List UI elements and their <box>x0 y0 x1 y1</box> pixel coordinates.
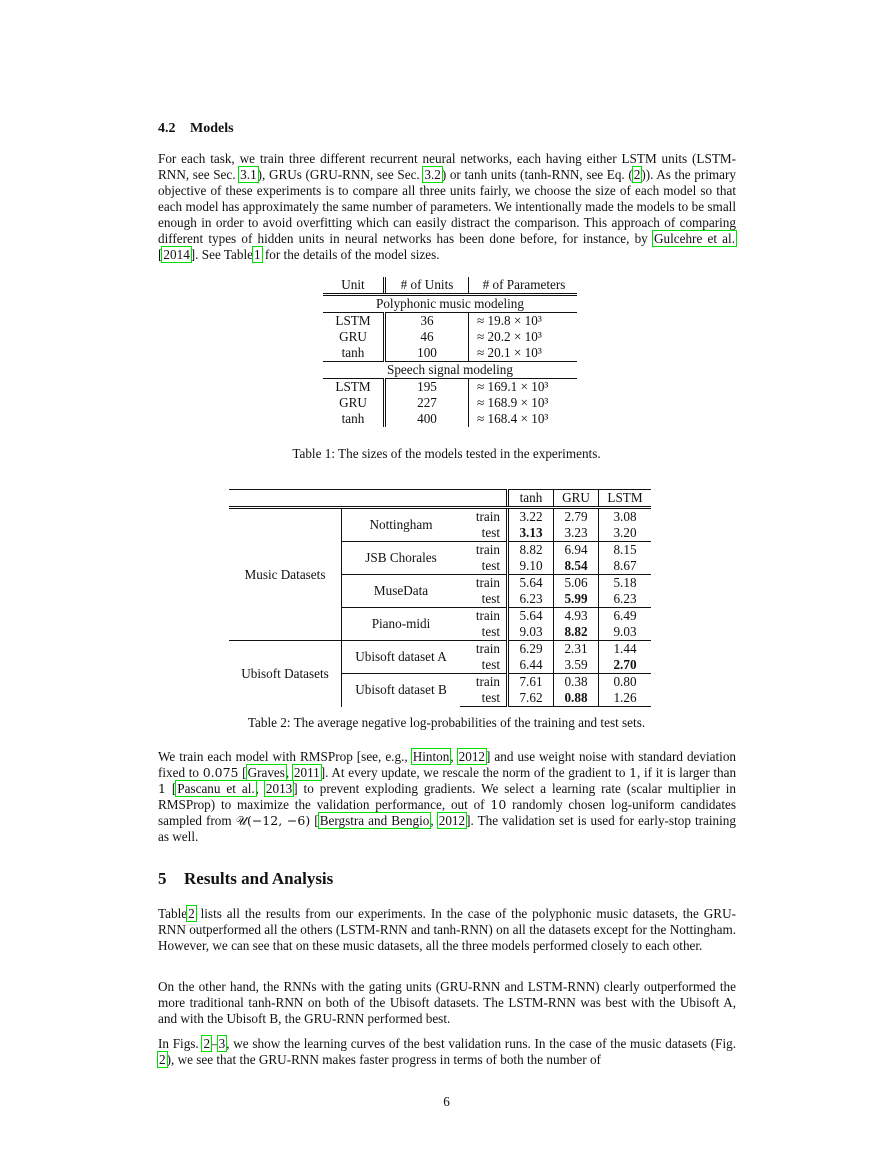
link-graves[interactable]: Graves <box>247 765 285 780</box>
table-cell: GRU <box>339 329 367 344</box>
table2-dataset: JSB Chorales <box>342 542 461 575</box>
table-cell: tanh <box>341 411 365 426</box>
link-pascanu[interactable]: Pascanu et al. <box>177 781 255 796</box>
link-fig-3[interactable]: 3 <box>218 1036 226 1051</box>
table-cell: 100 <box>385 345 469 362</box>
table2-header-tanh: tanh <box>508 490 554 508</box>
subsection-heading <box>158 121 234 137</box>
table2-dataset: MuseData <box>342 575 461 608</box>
link-bergstra[interactable]: Bergstra and Bengio <box>319 813 430 828</box>
paragraph-training: We train each model with RMSProp [see, e.g., Hinton, 2012] and use weight noise with standard deviation fixed to 0.075 [Graves, 2011]. At every update, we rescale the norm of the gradient to 1, if it is larger than 1 [Pascanu et al., 2013] to prevent exploding gradients. We select a learning rate (scalar multiplier in RMSProp) to maximize the validation performance, out of 10 randomly chosen log-uniform candidates sampled from 𝒰(−12, −6) [Bergstra and Bengio, 2012]. The validation set is used for early-stop training as well. <box>158 749 737 844</box>
table-model-sizes <box>323 277 577 427</box>
paragraph-gating: On the other hand, the RNNs with the gating units (GRU-RNN and LSTM-RNN) clearly outperformed the more traditional tanh-RNN on both of the Ubisoft datasets. The LSTM-RNN was best with the Ubisoft A, and with the Ubisoft B, the GRU-RNN performed best. <box>158 979 737 1026</box>
table2-header-lstm: LSTM <box>599 490 652 508</box>
section-number: 5 <box>158 869 167 888</box>
table-cell: 46 <box>385 329 469 345</box>
table1-header-params: # of Parameters <box>469 277 578 295</box>
link-sec-3-2[interactable]: 3.2 <box>424 167 441 182</box>
link-graves-year[interactable]: 2011 <box>293 765 320 780</box>
table-cell: 227 <box>385 395 469 411</box>
link-gulcehre[interactable]: Gulcehre et al. <box>653 231 735 246</box>
paragraph-models: For each task, we train three different recurrent neural networks, each having either LSTM units (LSTM-RNN, see Sec. 3.1), GRUs (GRU-RNN, see Sec. 3.2) or tanh units (tanh-RNN, see Eq. (2)). As the primary objective of these experiments is to compare all three units fairly, we choose the size of each model so that each model has approximately the same number of parameters. We intentionally made the models to be small enough in order to avoid overfitting which can easily distract the comparison. This approach of comparing different types of hidden units in neural networks has been done before, for instance, by Gulcehre et al. [2014]. See Table1 for the details of the model sizes. <box>158 151 737 262</box>
link-gulcehre-year[interactable]: 2014 <box>163 247 190 262</box>
table1-section-title: Polyphonic music modeling <box>323 295 577 313</box>
table2-dataset: Nottingham <box>342 508 461 542</box>
table-cell: ≈ 20.2 × 10³ <box>469 329 578 345</box>
page-number: 6 <box>443 1094 450 1109</box>
section-title: Results and Analysis <box>184 869 334 888</box>
table2-group-music: Music Datasets <box>244 566 326 582</box>
table2-caption: Table 2: The average negative log-probabilities of the training and test sets. <box>247 715 646 730</box>
table-cell: ≈ 20.1 × 10³ <box>469 345 578 362</box>
table1-section-title: Speech signal modeling <box>323 362 577 379</box>
link-fig-2b[interactable]: 2 <box>159 1052 166 1067</box>
link-bergstra-year[interactable]: 2012 <box>438 813 466 828</box>
table2-header-gru: GRU <box>554 490 599 508</box>
table2-dataset: Piano-midi <box>342 608 461 641</box>
paragraph-results: Table2 lists all the results from our experiments. In the case of the polyphonic music datasets, the GRU-RNN outperformed all the others (LSTM-RNN and tanh-RNN) on all the datasets except for the Nottingham. However, we can see that on these music datasets, all the three models performed closely to each other. <box>158 906 736 953</box>
link-table-2[interactable]: 2 <box>188 906 195 921</box>
link-eq-2[interactable]: 2 <box>633 167 641 182</box>
link-hinton[interactable]: Hinton <box>412 749 450 764</box>
table-results: tanh GRU LSTM Music Datasets Nottingham train 3.22 2.79 3.08 test 3.13 3.23 3.20 JSB Chorales train 8.82 6.94 8.15 test 9.10 8.54 8.67 MuseData train 5.64 5.06 5.18 test 6.23 5.99 6.23 Piano-midi train 5.64 4.93 6.49 test 9.03 8.82 9.03 Ubisoft Datasets Ubisoft dataset A train 6.29 2.31 1.44 test 6.44 3.59 2.70 Ubisoft dataset B train 7.61 0.38 0.80 test 7.62 0.88 1.26 <box>229 489 651 707</box>
table2-dataset: Ubisoft dataset A <box>342 641 461 674</box>
table-cell: ≈ 168.9 × 10³ <box>469 395 578 411</box>
link-pascanu-year[interactable]: 2013 <box>265 781 293 796</box>
paragraph-curves: In Figs. 2–3, we show the learning curves of the best validation runs. In the case of the music datasets (Fig. 2), we see that the GRU-RNN makes faster progress in terms of both the number of <box>158 1036 737 1067</box>
table-cell: tanh <box>323 345 385 362</box>
link-sec-3-1[interactable]: 3.1 <box>240 167 257 182</box>
table1-header-unit: Unit <box>323 277 385 295</box>
table2-dataset: Ubisoft dataset B <box>342 674 461 707</box>
table-cell: LSTM <box>335 313 371 328</box>
table2-group-ubisoft: Ubisoft Datasets <box>229 641 342 707</box>
table1-caption: Table 1: The sizes of the models tested in the experiments. <box>292 446 601 461</box>
link-fig-2[interactable]: 2 <box>203 1036 211 1051</box>
link-hinton-year[interactable]: 2012 <box>458 749 486 764</box>
table-cell: ≈ 168.4 × 10³ <box>469 411 578 427</box>
table-cell: 36 <box>385 313 469 330</box>
table-cell: GRU <box>339 395 367 410</box>
subsection-title: Models <box>190 121 234 136</box>
table-cell: ≈ 19.8 × 10³ <box>469 313 578 330</box>
subsection-number: 4.2 <box>158 121 176 136</box>
link-table-1[interactable]: 1 <box>253 247 261 262</box>
table-cell: ≈ 169.1 × 10³ <box>469 379 578 396</box>
table-cell: 400 <box>385 411 469 427</box>
table1-header-units: # of Units <box>385 277 469 295</box>
section-heading <box>158 869 333 889</box>
table-cell: 195 <box>385 379 469 396</box>
table-cell: LSTM <box>335 379 371 394</box>
